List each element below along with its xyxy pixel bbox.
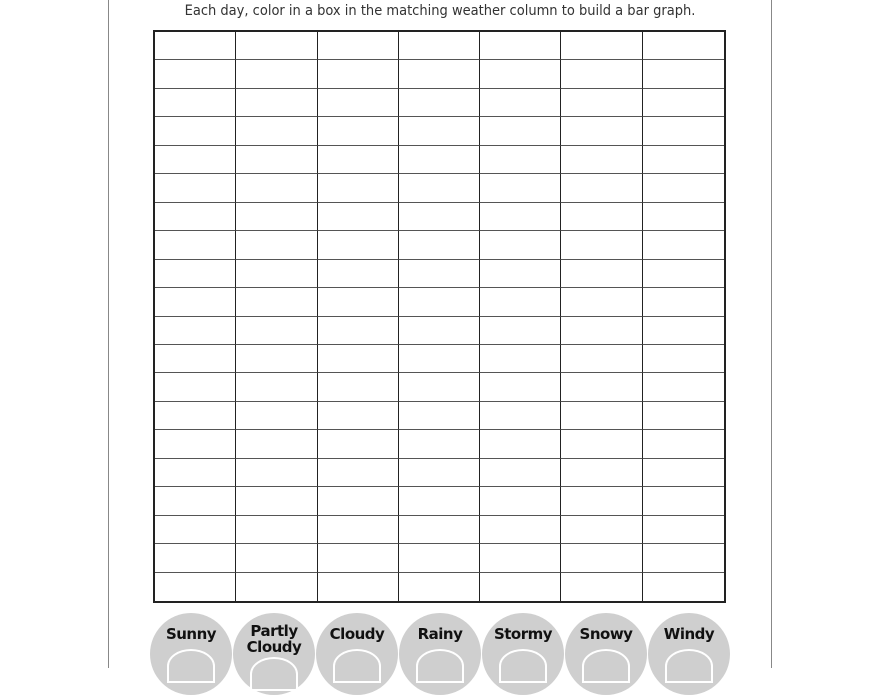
grid-cell[interactable]	[643, 459, 724, 487]
grid-cell[interactable]	[561, 402, 642, 430]
grid-cell[interactable]	[155, 231, 236, 259]
grid-cell[interactable]	[561, 203, 642, 231]
grid-cell[interactable]	[643, 487, 724, 515]
grid-cell[interactable]	[155, 430, 236, 458]
grid-cell[interactable]	[480, 174, 561, 202]
grid-cell[interactable]	[643, 32, 724, 60]
storm-cloud-icon	[499, 649, 547, 683]
weather-label-rainy	[399, 613, 481, 695]
grid-cell[interactable]	[399, 544, 480, 572]
grid-cell[interactable]	[318, 487, 399, 515]
grid-cell[interactable]	[399, 260, 480, 288]
grid-cell[interactable]	[236, 544, 317, 572]
grid-cell[interactable]	[480, 203, 561, 231]
weather-label-snowy	[565, 613, 647, 695]
grid-cell[interactable]	[399, 89, 480, 117]
grid-cell[interactable]	[236, 487, 317, 515]
grid-cell[interactable]	[480, 146, 561, 174]
instructions: Each day, color in a box in the matching weather column to build a bar graph.	[184, 3, 696, 19]
bar-graph-grid	[153, 30, 726, 603]
grid-cell[interactable]	[561, 544, 642, 572]
grid-cell[interactable]	[236, 89, 317, 117]
grid-cell[interactable]	[561, 345, 642, 373]
grid-cell[interactable]	[236, 260, 317, 288]
grid-cell[interactable]	[399, 317, 480, 345]
grid-cell[interactable]	[643, 231, 724, 259]
grid-cell[interactable]	[399, 402, 480, 430]
grid-cell[interactable]	[643, 430, 724, 458]
grid-cell[interactable]	[561, 146, 642, 174]
grid-cell[interactable]	[318, 459, 399, 487]
grid-cell[interactable]	[236, 317, 317, 345]
grid-cell[interactable]	[643, 345, 724, 373]
grid-cell[interactable]	[480, 573, 561, 601]
grid-cell[interactable]	[318, 430, 399, 458]
grid-cell[interactable]	[399, 373, 480, 401]
grid-cell[interactable]	[561, 430, 642, 458]
grid-cell[interactable]	[561, 174, 642, 202]
grid-cell[interactable]	[236, 573, 317, 601]
grid-cell[interactable]	[155, 117, 236, 145]
grid-cell[interactable]	[236, 203, 317, 231]
grid-cell[interactable]	[399, 231, 480, 259]
grid-cell[interactable]	[643, 260, 724, 288]
grid-cell[interactable]	[480, 544, 561, 572]
grid-cell[interactable]	[480, 260, 561, 288]
grid-cell[interactable]	[561, 516, 642, 544]
grid-cell[interactable]	[480, 402, 561, 430]
grid-cell[interactable]	[399, 345, 480, 373]
grid-cell[interactable]	[561, 459, 642, 487]
grid-cell[interactable]	[155, 60, 236, 88]
grid-cell[interactable]	[480, 430, 561, 458]
grid-cell[interactable]	[155, 516, 236, 544]
grid-cell[interactable]	[480, 516, 561, 544]
grid-cell[interactable]	[236, 516, 317, 544]
grid-cell[interactable]	[480, 231, 561, 259]
grid-cell[interactable]	[318, 544, 399, 572]
grid-cell[interactable]	[561, 89, 642, 117]
grid-cell[interactable]	[399, 288, 480, 316]
grid-cell[interactable]	[318, 373, 399, 401]
weather-label-text: Snowy	[579, 625, 633, 643]
grid-cell[interactable]	[236, 345, 317, 373]
grid-cell[interactable]	[155, 573, 236, 601]
weather-label-stormy	[482, 613, 564, 695]
grid-cell[interactable]	[236, 459, 317, 487]
grid-cell[interactable]	[480, 60, 561, 88]
grid-cell[interactable]	[399, 203, 480, 231]
grid-cell[interactable]	[155, 32, 236, 60]
grid-cell[interactable]	[480, 459, 561, 487]
grid-cell[interactable]	[236, 231, 317, 259]
grid-cell[interactable]	[643, 516, 724, 544]
grid-cell[interactable]	[236, 288, 317, 316]
grid-cell[interactable]	[561, 117, 642, 145]
grid-cell[interactable]	[561, 60, 642, 88]
grid-cell[interactable]	[155, 345, 236, 373]
grid-cell[interactable]	[155, 174, 236, 202]
grid-cell[interactable]	[643, 544, 724, 572]
weather-label-sunny	[150, 613, 232, 695]
rain-cloud-icon	[416, 649, 464, 683]
partly-cloudy-icon	[250, 657, 298, 691]
grid-cell[interactable]	[236, 402, 317, 430]
grid-cell[interactable]	[236, 373, 317, 401]
grid-cell[interactable]	[155, 459, 236, 487]
grid-cell[interactable]	[561, 373, 642, 401]
grid-cell[interactable]	[480, 89, 561, 117]
grid-cell[interactable]	[318, 174, 399, 202]
grid-cell[interactable]	[318, 89, 399, 117]
grid-cell[interactable]	[561, 260, 642, 288]
grid-cell[interactable]	[155, 89, 236, 117]
grid-cell[interactable]	[643, 60, 724, 88]
grid-cell[interactable]	[236, 117, 317, 145]
grid-cell[interactable]	[399, 60, 480, 88]
grid-cell[interactable]	[236, 60, 317, 88]
grid-cell[interactable]	[643, 317, 724, 345]
grid-cell[interactable]	[155, 288, 236, 316]
grid-cell[interactable]	[643, 373, 724, 401]
grid-cell[interactable]	[399, 117, 480, 145]
grid-cell[interactable]	[155, 544, 236, 572]
weather-label-text: Rainy	[417, 625, 463, 643]
grid-cell[interactable]	[318, 345, 399, 373]
grid-cell[interactable]	[399, 32, 480, 60]
grid-cell[interactable]	[643, 203, 724, 231]
grid-cell[interactable]	[480, 288, 561, 316]
grid-cell[interactable]	[155, 146, 236, 174]
grid-cell[interactable]	[318, 573, 399, 601]
grid-cell[interactable]	[643, 117, 724, 145]
grid-cell[interactable]	[399, 487, 480, 515]
grid-cell[interactable]	[561, 288, 642, 316]
grid-cell[interactable]	[561, 317, 642, 345]
grid-cell[interactable]	[236, 32, 317, 60]
grid-cell[interactable]	[318, 317, 399, 345]
weather-labels	[150, 613, 730, 695]
grid-cell[interactable]	[480, 32, 561, 60]
grid-cell[interactable]	[561, 487, 642, 515]
grid-cell[interactable]	[155, 317, 236, 345]
grid-cell[interactable]	[318, 203, 399, 231]
grid-cell[interactable]	[318, 146, 399, 174]
grid-cell[interactable]	[155, 203, 236, 231]
grid-cell[interactable]	[399, 146, 480, 174]
grid-cell[interactable]	[318, 516, 399, 544]
grid-cell[interactable]	[318, 32, 399, 60]
grid-cell[interactable]	[318, 117, 399, 145]
grid-cell[interactable]	[236, 430, 317, 458]
grid-cell[interactable]	[318, 60, 399, 88]
grid-cell[interactable]	[399, 174, 480, 202]
grid-cell[interactable]	[643, 89, 724, 117]
grid-cell[interactable]	[155, 260, 236, 288]
grid-cell[interactable]	[480, 117, 561, 145]
grid-cell[interactable]	[318, 288, 399, 316]
grid-cell[interactable]	[236, 174, 317, 202]
cloud-icon	[333, 649, 381, 683]
weather-label-windy	[648, 613, 730, 695]
weather-label-text: Cloudy	[329, 625, 385, 643]
grid-cell[interactable]	[643, 146, 724, 174]
weather-label-text: Partly Cloudy	[246, 622, 302, 656]
grid-cell[interactable]	[155, 487, 236, 515]
grid-cell[interactable]	[399, 516, 480, 544]
grid-cell[interactable]	[643, 288, 724, 316]
weather-label-text: Windy	[663, 625, 715, 643]
grid-cell[interactable]	[480, 317, 561, 345]
grid-cell[interactable]	[480, 345, 561, 373]
grid-cell[interactable]	[399, 459, 480, 487]
grid-cell[interactable]	[480, 373, 561, 401]
grid-cell[interactable]	[399, 573, 480, 601]
grid-cell[interactable]	[318, 260, 399, 288]
wind-icon	[665, 649, 713, 683]
grid-cell[interactable]	[480, 487, 561, 515]
grid-cell[interactable]	[561, 32, 642, 60]
grid-cell[interactable]	[236, 146, 317, 174]
grid-cell[interactable]	[561, 231, 642, 259]
weather-label-text: Sunny	[165, 625, 217, 643]
grid-cell[interactable]	[643, 402, 724, 430]
grid-cell[interactable]	[643, 573, 724, 601]
grid-cell[interactable]	[318, 402, 399, 430]
grid-cell[interactable]	[155, 402, 236, 430]
snowflake-icon	[582, 649, 630, 683]
grid-cell[interactable]	[155, 373, 236, 401]
weather-label-text: Stormy	[493, 625, 553, 643]
sun-icon	[167, 649, 215, 683]
grid-cell[interactable]	[643, 174, 724, 202]
grid-cell[interactable]	[399, 430, 480, 458]
weather-label-partly-cloudy	[233, 613, 315, 695]
grid-cell[interactable]	[561, 573, 642, 601]
weather-label-cloudy	[316, 613, 398, 695]
grid-cell[interactable]	[318, 231, 399, 259]
